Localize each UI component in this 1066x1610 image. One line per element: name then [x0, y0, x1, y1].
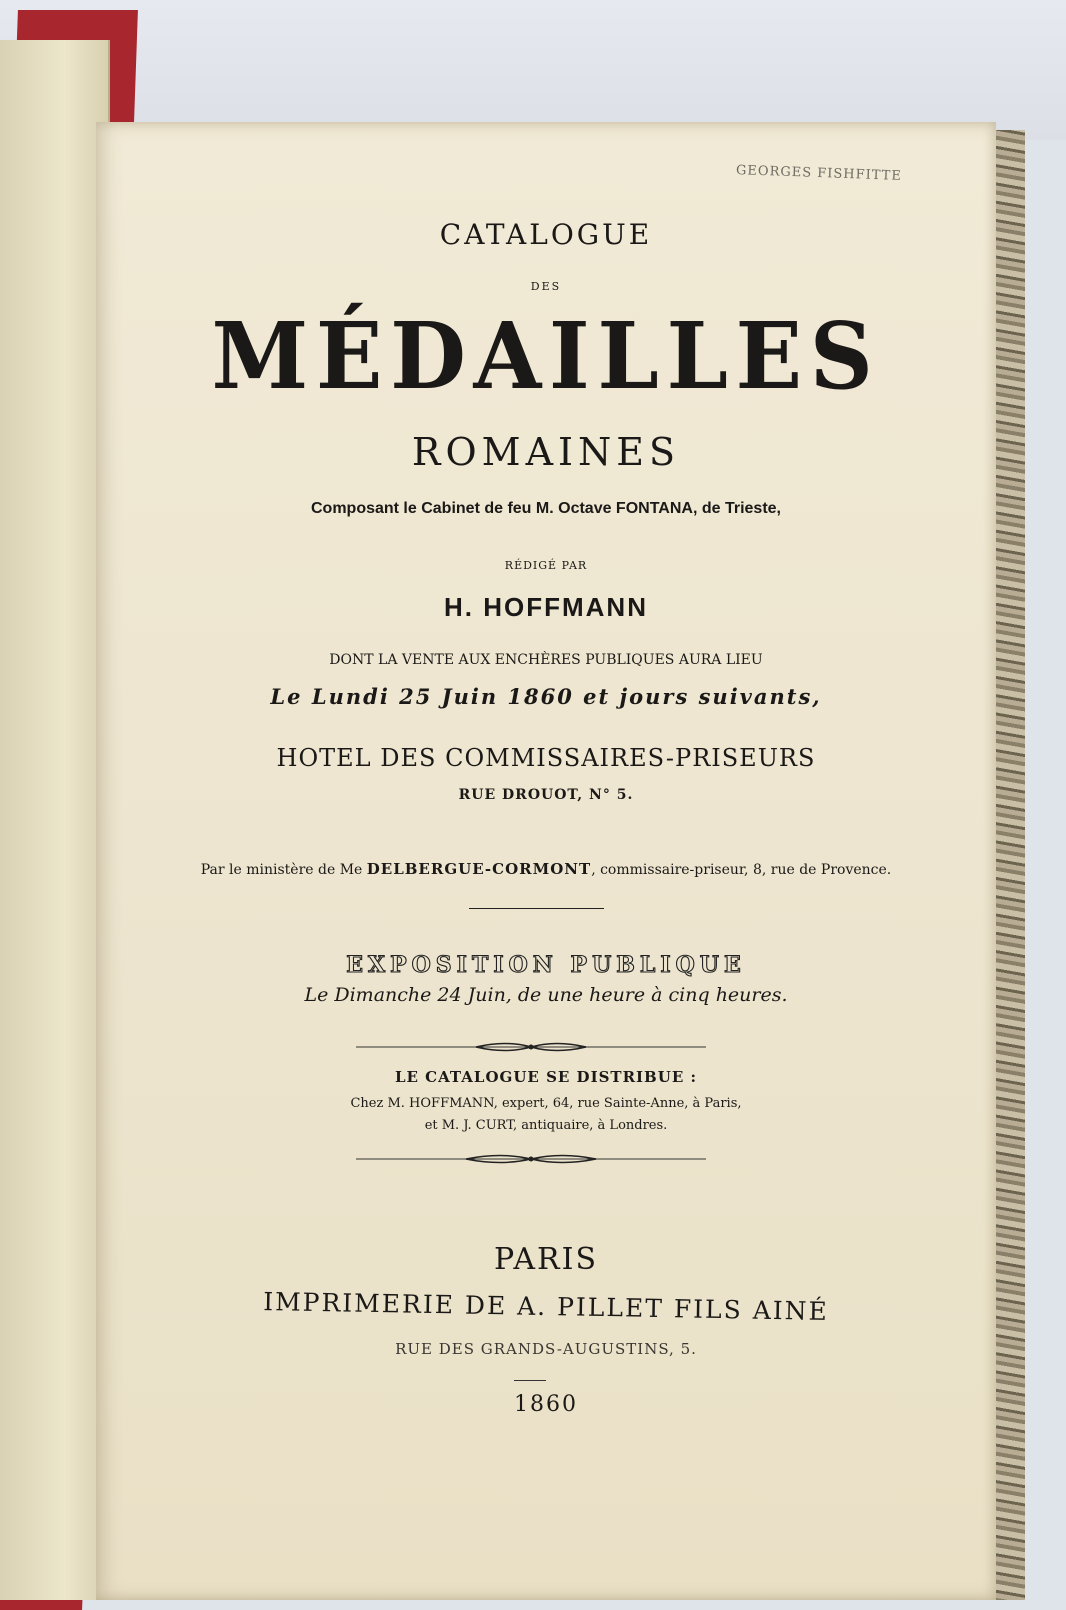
distribution-line-2: et M. J. CURT, antiquaire, à Londres. [424, 1118, 668, 1133]
redige-par: RÉDIGÉ PAR [504, 559, 588, 572]
imprint-city: PARIS [493, 1242, 599, 1277]
title-romaines: ROMAINES [411, 430, 681, 474]
imprint-year: 1860 [514, 1392, 578, 1417]
title-page [96, 122, 996, 1600]
auctioneer-line [96, 860, 996, 878]
subtitle-composant: Composant le Cabinet de feu M. Octave FONTANA, de Trieste, [310, 500, 781, 517]
imprint-address: RUE DES GRANDS-AUGUSTINS, 5. [395, 1340, 697, 1358]
divider-rule [469, 908, 604, 909]
auctioneer-suffix: , commissaire-priseur, 8, rue de Provence. [591, 862, 892, 878]
sale-notice: DONT LA VENTE AUX ENCHÈRES PUBLIQUES AURA LIEU [329, 652, 763, 668]
distribution-heading: LE CATALOGUE SE DISTRIBUE : [394, 1068, 698, 1086]
ornament-divider [356, 1040, 706, 1054]
distribution-line-1: Chez M. HOFFMANN, expert, 64, rue Sainte-Anne, à Paris, [350, 1096, 742, 1111]
exposition-heading: EXPOSITION PUBLIQUE [346, 952, 746, 978]
ornament-divider-2 [356, 1152, 706, 1166]
sale-date: Le Lundi 25 Juin 1860 et jours suivants, [270, 684, 822, 709]
title-des: DES [530, 280, 562, 293]
short-rule [514, 1380, 546, 1381]
venue: HOTEL DES COMMISSAIRES-PRISEURS [276, 744, 816, 772]
auctioneer-prefix: Par le ministère de Me [200, 862, 367, 878]
exposition-date: Le Dimanche 24 Juin, de une heure à cinq heures. [304, 984, 788, 1006]
left-page [0, 40, 110, 1600]
auctioneer-name: DELBERGUE-CORMONT [366, 860, 592, 878]
author-name: H. HOFFMANN [444, 592, 648, 622]
imprint-printer: IMPRIMERIE DE A. PILLET FILS AINÉ [262, 1287, 830, 1326]
title-medailles: MÉDAILLES [211, 302, 881, 410]
owner-stamp: GEORGES FISHFITTE [735, 163, 903, 184]
background [0, 0, 1066, 140]
venue-address: RUE DROUOT, N° 5. [458, 787, 634, 803]
title-catalogue: CATALOGUE [439, 218, 653, 251]
